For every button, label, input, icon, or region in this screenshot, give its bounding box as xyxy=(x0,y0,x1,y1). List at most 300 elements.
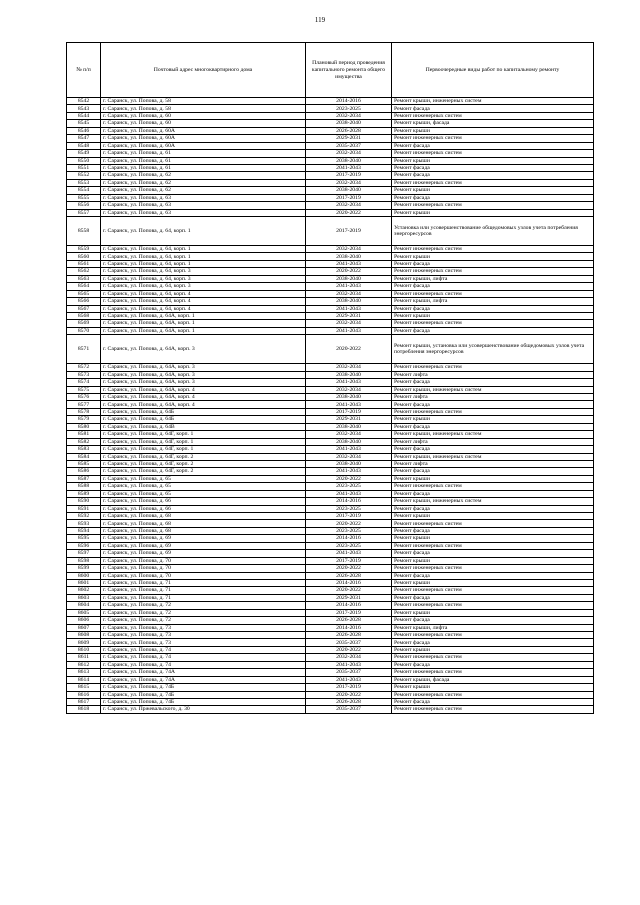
row-address: г. Саранск, ул. Попова, д. 74 xyxy=(101,661,306,668)
row-period: 2032-2034 xyxy=(306,246,392,253)
row-period: 2035-2037 xyxy=(306,639,392,646)
row-address: г. Саранск, ул. Попова, д. 71 xyxy=(101,594,306,601)
row-address: г. Саранск, ул. Попова, д. 72 xyxy=(101,609,306,616)
row-works: Ремонт фасада xyxy=(392,194,594,201)
row-number: 8555 xyxy=(67,194,101,201)
row-period: 2029-2031 xyxy=(306,312,392,319)
table-row xyxy=(67,142,594,149)
row-period: 2017-2019 xyxy=(306,172,392,179)
row-number: 8564 xyxy=(67,283,101,290)
row-address: г. Саранск, ул. Попова, д. 66 xyxy=(101,505,306,512)
row-works: Ремонт инженерных систем xyxy=(392,246,594,253)
table-row xyxy=(67,298,594,305)
row-address: г. Саранск, ул. Попова, д. 64Г, корп. 1 xyxy=(101,446,306,453)
row-address: г. Саранск, ул. Попова, д. 74Б xyxy=(101,691,306,698)
row-number: 8607 xyxy=(67,624,101,631)
row-period: 2017-2019 xyxy=(306,513,392,520)
row-number: 8574 xyxy=(67,379,101,386)
row-works: Ремонт фасада xyxy=(392,283,594,290)
row-address: г. Саранск, ул. Попова, д. 65 xyxy=(101,483,306,490)
row-address: г. Саранск, ул. Попова, д. 64А, корп. 3 xyxy=(101,335,306,364)
row-number: 8545 xyxy=(67,120,101,127)
row-works: Ремонт крыши xyxy=(392,187,594,194)
row-address: г. Саранск, ул. Попова, д. 64Г, корп. 2 xyxy=(101,460,306,467)
row-works: Ремонт крыши xyxy=(392,557,594,564)
row-works: Ремонт инженерных систем xyxy=(392,565,594,572)
row-works: Ремонт фасада xyxy=(392,260,594,267)
row-works: Ремонт инженерных систем xyxy=(392,408,594,415)
row-works: Ремонт фасада xyxy=(392,172,594,179)
row-period: 2032-2034 xyxy=(306,431,392,438)
row-works: Ремонт фасада xyxy=(392,550,594,557)
row-works: Ремонт крыши, лифта xyxy=(392,298,594,305)
row-number: 8588 xyxy=(67,483,101,490)
row-number: 8580 xyxy=(67,423,101,430)
row-period: 2014-2016 xyxy=(306,579,392,586)
row-works: Ремонт инженерных систем xyxy=(392,150,594,157)
row-address: г. Саранск, ул. Попова, д. 64, корп. 1 xyxy=(101,253,306,260)
row-number: 8542 xyxy=(67,98,101,105)
table-row xyxy=(67,379,594,386)
row-number: 8576 xyxy=(67,394,101,401)
row-number: 8582 xyxy=(67,438,101,445)
row-period: 2038-2040 xyxy=(306,157,392,164)
row-number: 8612 xyxy=(67,661,101,668)
table-row xyxy=(67,646,594,653)
row-period: 2023-2025 xyxy=(306,505,392,512)
row-number: 8584 xyxy=(67,453,101,460)
row-works: Ремонт крыши xyxy=(392,609,594,616)
row-works: Ремонт крыши xyxy=(392,579,594,586)
row-number: 8567 xyxy=(67,305,101,312)
row-works: Ремонт инженерных систем xyxy=(392,135,594,142)
row-number: 8552 xyxy=(67,172,101,179)
table-row xyxy=(67,217,594,246)
row-address: г. Саранск, ул. Попова, д. 62 xyxy=(101,179,306,186)
row-works: Ремонт фасада xyxy=(392,305,594,312)
row-works: Ремонт фасада xyxy=(392,327,594,334)
table-row xyxy=(67,312,594,319)
row-address: г. Саранск, ул. Попова, д. 64Б xyxy=(101,408,306,415)
row-address: г. Саранск, ул. Попова, д. 64А, корп. 4 xyxy=(101,386,306,393)
row-period: 2038-2040 xyxy=(306,394,392,401)
row-address: г. Саранск, ул. Попова, д. 62 xyxy=(101,187,306,194)
row-period: 2032-2034 xyxy=(306,150,392,157)
table-row xyxy=(67,105,594,112)
row-address: г. Саранск, ул. Попова, д. 64А, корп. 3 xyxy=(101,371,306,378)
row-period: 2020-2022 xyxy=(306,587,392,594)
row-number: 8591 xyxy=(67,505,101,512)
row-works: Ремонт крыши, фасада xyxy=(392,676,594,683)
row-period: 2032-2034 xyxy=(306,112,392,119)
table-row xyxy=(67,127,594,134)
row-period: 2038-2040 xyxy=(306,298,392,305)
row-address: г. Саранск, ул. Попова, д. 60А xyxy=(101,142,306,149)
row-works: Ремонт крыши, лифта xyxy=(392,624,594,631)
row-works: Ремонт фасада xyxy=(392,379,594,386)
row-works: Ремонт крыши xyxy=(392,475,594,482)
row-works: Ремонт инженерных систем xyxy=(392,632,594,639)
row-number: 8581 xyxy=(67,431,101,438)
row-works: Ремонт фасада xyxy=(392,639,594,646)
row-works: Ремонт крыши xyxy=(392,513,594,520)
header-number: № п/п xyxy=(67,43,101,98)
table-row xyxy=(67,565,594,572)
table-row xyxy=(67,275,594,282)
table-body xyxy=(67,98,594,714)
row-address: г. Саранск, ул. Попова, д. 64, корп. 3 xyxy=(101,283,306,290)
table-row xyxy=(67,268,594,275)
table-row xyxy=(67,431,594,438)
table-row xyxy=(67,550,594,557)
row-period: 2041-2043 xyxy=(306,283,392,290)
table-row xyxy=(67,305,594,312)
row-number: 8559 xyxy=(67,246,101,253)
row-works: Ремонт крыши xyxy=(392,535,594,542)
row-number: 8577 xyxy=(67,401,101,408)
row-number: 8565 xyxy=(67,290,101,297)
row-period: 2032-2034 xyxy=(306,290,392,297)
row-address: г. Саранск, ул. Попова, д. 61 xyxy=(101,150,306,157)
row-period: 2038-2040 xyxy=(306,371,392,378)
row-number: 8543 xyxy=(67,105,101,112)
row-period: 2026-2028 xyxy=(306,572,392,579)
row-period: 2032-2034 xyxy=(306,386,392,393)
row-works: Ремонт лифта xyxy=(392,438,594,445)
row-address: г. Саранск, ул. Попова, д. 69 xyxy=(101,550,306,557)
row-works: Ремонт инженерных систем xyxy=(392,587,594,594)
row-address: г. Саранск, ул. Попова, д. 64В xyxy=(101,423,306,430)
row-address: г. Саранск, ул. Попова, д. 63 xyxy=(101,194,306,201)
row-period: 2026-2028 xyxy=(306,617,392,624)
row-address: г. Саранск, ул. Попова, д. 64А, корп. 4 xyxy=(101,394,306,401)
row-number: 8557 xyxy=(67,209,101,216)
row-number: 8601 xyxy=(67,579,101,586)
table-row xyxy=(67,490,594,497)
row-number: 8575 xyxy=(67,386,101,393)
row-number: 8596 xyxy=(67,542,101,549)
row-number: 8589 xyxy=(67,490,101,497)
row-works: Ремонт инженерных систем xyxy=(392,706,594,713)
row-address: г. Саранск, ул. Попова, д. 64, корп. 4 xyxy=(101,298,306,305)
row-works: Ремонт крыши, инженерных систем xyxy=(392,386,594,393)
row-works: Ремонт крыши xyxy=(392,646,594,653)
row-address: г. Саранск, ул. Попова, д. 61 xyxy=(101,157,306,164)
table-row xyxy=(67,468,594,475)
row-address: г. Саранск, ул. Попова, д. 69 xyxy=(101,542,306,549)
row-number: 8595 xyxy=(67,535,101,542)
row-address: г. Саранск, ул. Попова, д. 70 xyxy=(101,572,306,579)
row-number: 8583 xyxy=(67,446,101,453)
row-address: г. Саранск, ул. Попова, д. 74Б xyxy=(101,698,306,705)
row-address: г. Саранск, ул. Попова, д. 64, корп. 3 xyxy=(101,275,306,282)
table-row xyxy=(67,164,594,171)
row-number: 8617 xyxy=(67,698,101,705)
row-period: 2041-2043 xyxy=(306,327,392,334)
table-row xyxy=(67,112,594,119)
row-works: Ремонт фасада xyxy=(392,490,594,497)
table-row xyxy=(67,135,594,142)
row-period: 2041-2043 xyxy=(306,379,392,386)
row-period: 2020-2022 xyxy=(306,268,392,275)
table-row xyxy=(67,706,594,713)
row-number: 8613 xyxy=(67,669,101,676)
table-row xyxy=(67,179,594,186)
row-works: Ремонт фасада xyxy=(392,423,594,430)
row-works: Ремонт фасада xyxy=(392,617,594,624)
row-period: 2014-2016 xyxy=(306,624,392,631)
row-period: 2038-2040 xyxy=(306,438,392,445)
row-works: Ремонт фасада xyxy=(392,468,594,475)
row-address: г. Саранск, ул. Попова, д. 64, корп. 4 xyxy=(101,290,306,297)
row-works: Ремонт фасада xyxy=(392,142,594,149)
row-number: 8550 xyxy=(67,157,101,164)
row-works: Ремонт лифта xyxy=(392,371,594,378)
table-row xyxy=(67,172,594,179)
table-row xyxy=(67,483,594,490)
row-address: г. Саранск, ул. Попова, д. 64, корп. 1 xyxy=(101,260,306,267)
table-row xyxy=(67,209,594,216)
row-period: 2017-2019 xyxy=(306,684,392,691)
row-number: 8579 xyxy=(67,416,101,423)
table-row xyxy=(67,364,594,371)
row-address: г. Саранск, ул. Попова, д. 74 xyxy=(101,646,306,653)
row-number: 8590 xyxy=(67,498,101,505)
row-works: Ремонт инженерных систем xyxy=(392,654,594,661)
table-row xyxy=(67,579,594,586)
row-period: 2041-2043 xyxy=(306,468,392,475)
row-works: Ремонт инженерных систем xyxy=(392,364,594,371)
row-period: 2014-2016 xyxy=(306,602,392,609)
row-period: 2020-2022 xyxy=(306,520,392,527)
table-row xyxy=(67,617,594,624)
table-row xyxy=(67,327,594,334)
row-works: Ремонт фасада xyxy=(392,572,594,579)
row-number: 8571 xyxy=(67,335,101,364)
table-row xyxy=(67,669,594,676)
row-number: 8546 xyxy=(67,127,101,134)
table-row xyxy=(67,557,594,564)
row-period: 2032-2034 xyxy=(306,364,392,371)
row-period: 2038-2040 xyxy=(306,187,392,194)
row-period: 2017-2019 xyxy=(306,217,392,246)
row-number: 8566 xyxy=(67,298,101,305)
row-number: 8562 xyxy=(67,268,101,275)
row-address: г. Саранск, ул. Попова, д. 65 xyxy=(101,490,306,497)
row-works: Ремонт крыши, инженерных систем xyxy=(392,498,594,505)
row-number: 8547 xyxy=(67,135,101,142)
row-number: 8544 xyxy=(67,112,101,119)
row-period: 2032-2034 xyxy=(306,453,392,460)
row-period: 2035-2037 xyxy=(306,142,392,149)
row-address: г. Саранск, ул. Пржевальского, д. 30 xyxy=(101,706,306,713)
table-row xyxy=(67,157,594,164)
table-row xyxy=(67,542,594,549)
table-row xyxy=(67,283,594,290)
row-number: 8606 xyxy=(67,617,101,624)
row-period: 2017-2019 xyxy=(306,194,392,201)
table-row xyxy=(67,632,594,639)
row-works: Ремонт фасада xyxy=(392,594,594,601)
row-period: 2020-2022 xyxy=(306,475,392,482)
row-number: 8615 xyxy=(67,684,101,691)
table-row xyxy=(67,594,594,601)
row-period: 2026-2028 xyxy=(306,698,392,705)
table-row xyxy=(67,654,594,661)
row-address: г. Саранск, ул. Попова, д. 71 xyxy=(101,587,306,594)
row-number: 8585 xyxy=(67,460,101,467)
row-address: г. Саранск, ул. Попова, д. 64А, корп. 1 xyxy=(101,312,306,319)
row-period: 2020-2022 xyxy=(306,691,392,698)
row-number: 8597 xyxy=(67,550,101,557)
row-address: г. Саранск, ул. Попова, д. 69 xyxy=(101,535,306,542)
row-period: 2041-2043 xyxy=(306,676,392,683)
row-address: г. Саранск, ул. Попова, д. 64, корп. 1 xyxy=(101,246,306,253)
table-row xyxy=(67,423,594,430)
row-address: г. Саранск, ул. Попова, д. 74А xyxy=(101,669,306,676)
table-row xyxy=(67,527,594,534)
row-period: 2029-2031 xyxy=(306,135,392,142)
row-address: г. Саранск, ул. Попова, д. 64А, корп. 3 xyxy=(101,379,306,386)
row-address: г. Саранск, ул. Попова, д. 70 xyxy=(101,565,306,572)
row-works: Ремонт инженерных систем xyxy=(392,202,594,209)
table-row xyxy=(67,698,594,705)
row-number: 8608 xyxy=(67,632,101,639)
row-period: 2032-2034 xyxy=(306,320,392,327)
row-works: Ремонт крыши, установка или усовершенствование общедомовых узлов учета потребления энергоресурсов xyxy=(392,335,594,364)
row-period: 2041-2043 xyxy=(306,305,392,312)
table-row xyxy=(67,661,594,668)
row-number: 8553 xyxy=(67,179,101,186)
table-row xyxy=(67,150,594,157)
table-row xyxy=(67,460,594,467)
table-row xyxy=(67,260,594,267)
row-works: Ремонт инженерных систем xyxy=(392,669,594,676)
row-works: Ремонт фасада xyxy=(392,698,594,705)
row-address: г. Саранск, ул. Попова, д. 73 xyxy=(101,624,306,631)
row-address: г. Саранск, ул. Попова, д. 71 xyxy=(101,579,306,586)
row-period: 2041-2043 xyxy=(306,550,392,557)
row-works: Ремонт инженерных систем xyxy=(392,112,594,119)
row-address: г. Саранск, ул. Попова, д. 68 xyxy=(101,527,306,534)
row-works: Ремонт крыши xyxy=(392,157,594,164)
row-period: 2023-2025 xyxy=(306,527,392,534)
row-works: Ремонт крыши xyxy=(392,209,594,216)
table-row xyxy=(67,320,594,327)
table-row xyxy=(67,572,594,579)
row-number: 8593 xyxy=(67,520,101,527)
row-address: г. Саранск, ул. Попова, д. 64Г, корп. 2 xyxy=(101,453,306,460)
row-period: 2038-2040 xyxy=(306,460,392,467)
row-address: г. Саранск, ул. Попова, д. 65 xyxy=(101,475,306,482)
row-works: Ремонт лифта xyxy=(392,460,594,467)
header-works: Первоочередные виды работ по капитальному ремонту xyxy=(392,43,594,98)
row-period: 2041-2043 xyxy=(306,401,392,408)
row-works: Ремонт фасада xyxy=(392,446,594,453)
row-address: г. Саранск, ул. Попова, д. 68 xyxy=(101,513,306,520)
row-address: г. Саранск, ул. Попова, д. 64, корп. 3 xyxy=(101,268,306,275)
row-works: Ремонт фасада xyxy=(392,164,594,171)
row-address: г. Саранск, ул. Попова, д. 58 xyxy=(101,98,306,105)
table-row xyxy=(67,408,594,415)
row-works: Ремонт крыши xyxy=(392,684,594,691)
row-period: 2032-2034 xyxy=(306,202,392,209)
table-row xyxy=(67,587,594,594)
row-address: г. Саранск, ул. Попова, д. 72 xyxy=(101,602,306,609)
table-row xyxy=(67,498,594,505)
row-address: г. Саранск, ул. Попова, д. 64, корп. 1 xyxy=(101,217,306,246)
row-address: г. Саранск, ул. Попова, д. 72 xyxy=(101,617,306,624)
table-row xyxy=(67,120,594,127)
row-number: 8551 xyxy=(67,164,101,171)
row-address: г. Саранск, ул. Попова, д. 60 xyxy=(101,120,306,127)
page-number: 119 xyxy=(314,16,326,24)
table-row xyxy=(67,98,594,105)
table-row xyxy=(67,520,594,527)
row-works: Ремонт фасада xyxy=(392,505,594,512)
row-period: 2020-2022 xyxy=(306,565,392,572)
row-address: г. Саранск, ул. Попова, д. 70 xyxy=(101,557,306,564)
table-row xyxy=(67,535,594,542)
table-row xyxy=(67,194,594,201)
row-address: г. Саранск, ул. Попова, д. 64Г, корп. 1 xyxy=(101,431,306,438)
row-address: г. Саранск, ул. Попова, д. 73 xyxy=(101,632,306,639)
row-period: 2020-2022 xyxy=(306,646,392,653)
table-row xyxy=(67,475,594,482)
table-row xyxy=(67,505,594,512)
table-row xyxy=(67,187,594,194)
row-address: г. Саранск, ул. Попова, д. 74 xyxy=(101,654,306,661)
row-period: 2041-2043 xyxy=(306,164,392,171)
row-period: 2029-2031 xyxy=(306,416,392,423)
row-works: Ремонт инженерных систем xyxy=(392,542,594,549)
row-number: 8616 xyxy=(67,691,101,698)
row-address: г. Саранск, ул. Попова, д. 62 xyxy=(101,172,306,179)
row-address: г. Саранск, ул. Попова, д. 64А, корп. 3 xyxy=(101,364,306,371)
row-address: г. Саранск, ул. Попова, д. 68 xyxy=(101,520,306,527)
row-address: г. Саранск, ул. Попова, д. 63 xyxy=(101,202,306,209)
row-works: Ремонт инженерных систем xyxy=(392,602,594,609)
table-row xyxy=(67,246,594,253)
row-address: г. Саранск, ул. Попова, д. 64А, корп. 4 xyxy=(101,401,306,408)
row-address: г. Саранск, ул. Попова, д. 74А xyxy=(101,676,306,683)
row-number: 8554 xyxy=(67,187,101,194)
row-number: 8560 xyxy=(67,253,101,260)
row-number: 8594 xyxy=(67,527,101,534)
row-number: 8604 xyxy=(67,602,101,609)
row-works: Ремонт инженерных систем xyxy=(392,520,594,527)
row-address: г. Саранск, ул. Попова, д. 64А, корп. 1 xyxy=(101,320,306,327)
row-address: г. Саранск, ул. Попова, д. 60А xyxy=(101,127,306,134)
row-works: Ремонт инженерных систем xyxy=(392,483,594,490)
table-row xyxy=(67,371,594,378)
row-works: Ремонт крыши, инженерных систем xyxy=(392,98,594,105)
row-works: Установка или усовершенствование общедомовых узлов учета потребления энергоресурсов xyxy=(392,217,594,246)
row-address: г. Саранск, ул. Попова, д. 73 xyxy=(101,639,306,646)
table-row xyxy=(67,691,594,698)
row-period: 2023-2025 xyxy=(306,483,392,490)
row-period: 2017-2019 xyxy=(306,609,392,616)
row-works: Ремонт фасада xyxy=(392,661,594,668)
row-number: 8592 xyxy=(67,513,101,520)
row-period: 2026-2028 xyxy=(306,632,392,639)
row-works: Ремонт крыши, лифта xyxy=(392,275,594,282)
table-header xyxy=(67,43,594,98)
table-row xyxy=(67,453,594,460)
row-period: 2014-2016 xyxy=(306,535,392,542)
row-period: 2014-2016 xyxy=(306,98,392,105)
row-period: 2041-2043 xyxy=(306,260,392,267)
